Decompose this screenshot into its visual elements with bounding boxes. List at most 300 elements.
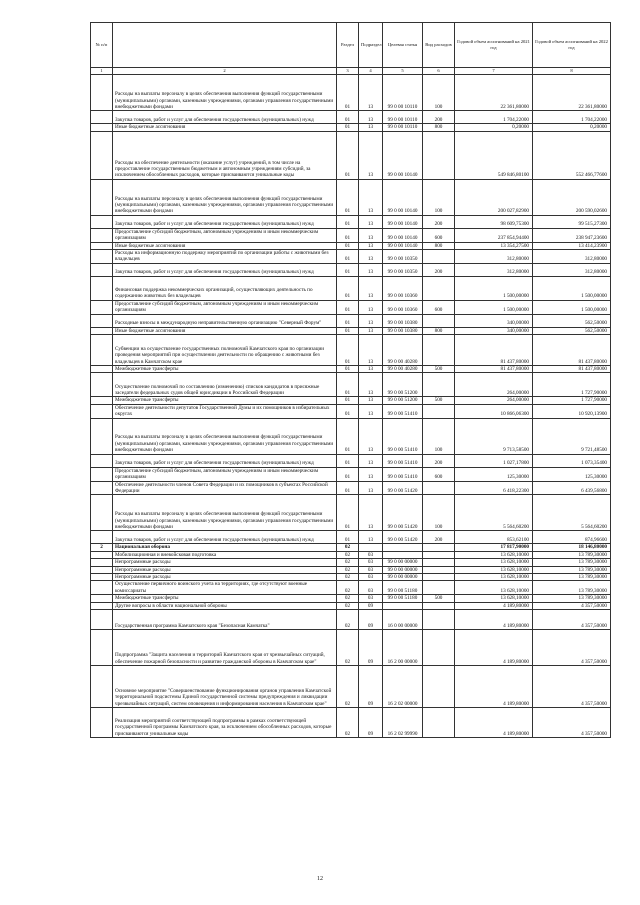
row-number: 2	[91, 544, 113, 551]
row-target-article: 16 0 00 00000	[383, 609, 423, 629]
row-target-article: 99 0 00 00000	[383, 573, 423, 580]
row-target-article: 99 0 00 40280	[383, 366, 423, 373]
row-razdel: 02	[337, 629, 359, 665]
row-number	[91, 602, 113, 609]
row-target-article: 99 0 00 00000	[383, 559, 423, 566]
row-amount-2021: 17 817,90000	[455, 544, 533, 551]
row-target-article: 99 0 00 10140	[383, 131, 423, 179]
header-number: № п/п	[91, 23, 113, 68]
row-number	[91, 131, 113, 179]
header-row	[91, 23, 611, 68]
row-number	[91, 404, 113, 418]
row-podrazdel: 13	[359, 242, 383, 249]
row-amount-2021: 4 189,80000	[455, 707, 533, 737]
row-target-article	[383, 602, 423, 609]
row-amount-2021: 853,62100	[455, 531, 533, 544]
row-name: Мобилизационная и вневойсковая подготовка	[113, 551, 337, 558]
row-amount-2022: 125,30000	[533, 467, 611, 481]
row-number	[91, 373, 113, 397]
row-target-article: 99 0 00 51180	[383, 595, 423, 602]
row-name: Расходы на обеспечение деятельности (оказание услуг) учреждений, в том числе на предоставление государственным бюджетным и автономным учреждениям субсидий, за исключением обособленных расходов, которые присваиваются уникальные коды	[113, 131, 337, 179]
row-name: Другие вопросы в области национальной обороны	[113, 602, 337, 609]
row-razdel: 01	[337, 276, 359, 300]
row-amount-2021: 81 437,80000	[455, 335, 533, 366]
row-amount-2022: 13 789,30000	[533, 551, 611, 558]
row-number	[91, 665, 113, 707]
table-row	[91, 531, 611, 544]
row-expense-type	[423, 566, 455, 573]
row-razdel: 01	[337, 335, 359, 366]
row-podrazdel: 13	[359, 404, 383, 418]
row-target-article: 99 0 00 10360	[383, 300, 423, 314]
row-razdel: 02	[337, 559, 359, 566]
table-row	[91, 609, 611, 629]
row-target-article: 99 0 00 51200	[383, 397, 423, 404]
row-amount-2021: 5 564,60200	[455, 495, 533, 531]
header-amount-2021: Годовой объем ассигнований на 2021 год	[455, 23, 533, 68]
row-amount-2022: 99 515,27300	[533, 215, 611, 228]
row-expense-type: 800	[423, 124, 455, 131]
table-row	[91, 467, 611, 481]
row-expense-type	[423, 573, 455, 580]
column-number: 7	[455, 68, 533, 75]
column-number: 2	[113, 68, 337, 75]
row-number	[91, 242, 113, 249]
row-name: Расходные взносы в международную неправительственную организацию "Северный Форум"	[113, 314, 337, 327]
row-podrazdel: 03	[359, 573, 383, 580]
table-row	[91, 111, 611, 124]
row-amount-2022: 562,50000	[533, 314, 611, 327]
table-body	[91, 68, 611, 738]
header-expense-type: Вид расходов	[423, 23, 455, 68]
row-razdel: 02	[337, 573, 359, 580]
row-razdel: 01	[337, 373, 359, 397]
row-expense-type: 200	[423, 454, 455, 467]
row-name: Государственная программа Камчатского края "Безопасная Камчатка"	[113, 609, 337, 629]
row-number	[91, 707, 113, 737]
table-row	[91, 544, 611, 551]
row-amount-2022: 18 146,80000	[533, 544, 611, 551]
row-number	[91, 551, 113, 558]
row-podrazdel: 13	[359, 335, 383, 366]
row-podrazdel: 13	[359, 467, 383, 481]
row-amount-2021: 1 027,17800	[455, 454, 533, 467]
table-row	[91, 581, 611, 595]
row-name: Непрограммные расходы	[113, 566, 337, 573]
row-amount-2021: 340,00000	[455, 327, 533, 334]
header-razdel: Раздел	[337, 23, 359, 68]
row-target-article: 16 2 02 99990	[383, 707, 423, 737]
row-podrazdel: 13	[359, 75, 383, 111]
row-amount-2021: 1 704,22000	[455, 111, 533, 124]
row-expense-type: 800	[423, 242, 455, 249]
row-amount-2022: 10 920,13900	[533, 404, 611, 418]
row-amount-2021: 549 846,80100	[455, 131, 533, 179]
row-target-article: 99 0 00 10110	[383, 111, 423, 124]
row-podrazdel: 13	[359, 397, 383, 404]
row-amount-2021: 10 866,06300	[455, 404, 533, 418]
row-expense-type: 100	[423, 418, 455, 454]
row-name: Реализация мероприятий соответствующей подпрограммы в рамках соответствующей государственной программы Камчатского края, за исключением обособленных расходов, которые присваиваются уникальные коды	[113, 707, 337, 737]
row-amount-2021: 264,00000	[455, 373, 533, 397]
table-row	[91, 131, 611, 179]
row-podrazdel: 13	[359, 366, 383, 373]
row-number	[91, 335, 113, 366]
row-amount-2022: 81 437,80000	[533, 335, 611, 366]
row-target-article: 99 0 00 51410	[383, 404, 423, 418]
page-number: 12	[317, 876, 323, 882]
row-number	[91, 228, 113, 242]
row-expense-type	[423, 544, 455, 551]
row-name: Предоставление субсидий бюджетным, автономным учреждениям и иным некоммерческим организациям	[113, 467, 337, 481]
row-expense-type: 200	[423, 263, 455, 276]
row-podrazdel: 13	[359, 215, 383, 228]
row-amount-2022: 1 704,22000	[533, 111, 611, 124]
header-target-article: Целевая статья	[383, 23, 423, 68]
table-row	[91, 179, 611, 215]
row-razdel: 02	[337, 595, 359, 602]
row-expense-type: 100	[423, 75, 455, 111]
row-podrazdel: 13	[359, 300, 383, 314]
row-name: Межбюджетные трансферты	[113, 595, 337, 602]
row-expense-type	[423, 335, 455, 366]
row-amount-2021: 4 189,80000	[455, 665, 533, 707]
column-number: 5	[383, 68, 423, 75]
row-name: Субвенции на осуществление государственных полномочий Камчатского края по организации проведения мероприятий при осуществлении деятельности по обращению с животными без владельцев в Камчатском крае	[113, 335, 337, 366]
table-row	[91, 481, 611, 495]
row-target-article	[383, 544, 423, 551]
row-number	[91, 573, 113, 580]
row-podrazdel: 09	[359, 629, 383, 665]
row-amount-2022: 81 437,80000	[533, 366, 611, 373]
row-razdel: 01	[337, 418, 359, 454]
row-name: Обеспечение деятельности членов Совета Федерации и их помощников в субъектах Российской Федерации	[113, 481, 337, 495]
row-podrazdel: 13	[359, 263, 383, 276]
row-razdel: 01	[337, 467, 359, 481]
row-name: Закупка товаров, работ и услуг для обеспечения государственных (муниципальных) нужд	[113, 215, 337, 228]
table-row	[91, 665, 611, 707]
row-name: Национальная оборона	[113, 544, 337, 551]
row-amount-2021: 13 628,10000	[455, 551, 533, 558]
row-amount-2022: 13 789,30000	[533, 581, 611, 595]
table-row	[91, 335, 611, 366]
row-name: Финансовая поддержка некоммерческих организаций, осуществляющих деятельность по содержанию животных без владельцев	[113, 276, 337, 300]
row-number	[91, 327, 113, 334]
table-row	[91, 300, 611, 314]
row-razdel: 01	[337, 215, 359, 228]
table-row	[91, 559, 611, 566]
column-number: 4	[359, 68, 383, 75]
table-row	[91, 454, 611, 467]
row-podrazdel: 13	[359, 481, 383, 495]
column-number: 8	[533, 68, 611, 75]
table-row	[91, 276, 611, 300]
row-name: Предоставление субсидий бюджетным, автономным учреждениям и иным некоммерческим организациям	[113, 228, 337, 242]
row-expense-type: 200	[423, 531, 455, 544]
row-amount-2022: 1 500,00000	[533, 300, 611, 314]
row-amount-2021: 1 500,00000	[455, 276, 533, 300]
row-podrazdel: 13	[359, 531, 383, 544]
row-target-article: 99 0 00 40280	[383, 335, 423, 366]
row-expense-type	[423, 481, 455, 495]
row-amount-2021: 312,80000	[455, 250, 533, 264]
row-number	[91, 250, 113, 264]
table-row	[91, 366, 611, 373]
row-number	[91, 75, 113, 111]
row-expense-type	[423, 314, 455, 327]
row-number	[91, 300, 113, 314]
row-razdel: 01	[337, 404, 359, 418]
row-amount-2022: 22 361,80000	[533, 75, 611, 111]
table-row	[91, 242, 611, 249]
row-podrazdel: 13	[359, 179, 383, 215]
table-row	[91, 602, 611, 609]
row-amount-2022: 13 789,30000	[533, 573, 611, 580]
row-podrazdel: 13	[359, 131, 383, 179]
row-number	[91, 495, 113, 531]
row-target-article: 99 0 00 10350	[383, 263, 423, 276]
row-amount-2022: 13 789,30000	[533, 566, 611, 573]
row-amount-2021: 4 189,80000	[455, 629, 533, 665]
row-name: Иные бюджетные ассигнования	[113, 327, 337, 334]
table-row	[91, 373, 611, 397]
row-podrazdel: 13	[359, 373, 383, 397]
row-amount-2021: 9 713,58500	[455, 418, 533, 454]
row-podrazdel: 09	[359, 602, 383, 609]
table-row	[91, 573, 611, 580]
row-amount-2021: 22 361,80000	[455, 75, 533, 111]
row-name: Непрограммные расходы	[113, 573, 337, 580]
row-podrazdel: 09	[359, 609, 383, 629]
row-razdel: 01	[337, 481, 359, 495]
row-amount-2022: 1 500,00000	[533, 276, 611, 300]
row-razdel: 01	[337, 124, 359, 131]
row-target-article: 16 2 02 00000	[383, 665, 423, 707]
table-row	[91, 566, 611, 573]
row-target-article: 99 0 00 10110	[383, 75, 423, 111]
row-podrazdel: 13	[359, 124, 383, 131]
row-amount-2022: 1 073,35400	[533, 454, 611, 467]
row-podrazdel: 03	[359, 566, 383, 573]
row-number	[91, 397, 113, 404]
row-number	[91, 629, 113, 665]
row-number	[91, 124, 113, 131]
row-target-article: 99 0 00 51410	[383, 418, 423, 454]
row-expense-type	[423, 665, 455, 707]
row-podrazdel: 03	[359, 581, 383, 595]
row-name: Непрограммные расходы	[113, 559, 337, 566]
row-expense-type	[423, 276, 455, 300]
row-amount-2021: 4 189,80000	[455, 609, 533, 629]
row-podrazdel	[359, 544, 383, 551]
row-razdel: 01	[337, 131, 359, 179]
table-row	[91, 404, 611, 418]
table-row	[91, 418, 611, 454]
row-target-article: 99 0 00 10350	[383, 250, 423, 264]
row-amount-2022: 4 357,50000	[533, 629, 611, 665]
row-podrazdel: 13	[359, 250, 383, 264]
row-podrazdel: 13	[359, 228, 383, 242]
row-expense-type: 100	[423, 179, 455, 215]
row-razdel: 01	[337, 242, 359, 249]
row-razdel: 01	[337, 314, 359, 327]
table-row	[91, 215, 611, 228]
row-target-article: 99 0 00 10380	[383, 314, 423, 327]
table-row	[91, 314, 611, 327]
row-expense-type: 200	[423, 215, 455, 228]
budget-table	[90, 22, 611, 738]
row-amount-2021: 1 500,00000	[455, 300, 533, 314]
row-name: Осуществление полномочий по составлению (изменению) списков кандидатов в присяжные заседатели федеральных судов общей юрисдикции в Российской Федерации	[113, 373, 337, 397]
row-razdel: 01	[337, 397, 359, 404]
row-amount-2022: 0,20000	[533, 124, 611, 131]
document-page	[90, 22, 610, 738]
row-name: Расходы на выплаты персоналу в целях обеспечения выполнения функций государственными (муниципальными) органами, казенными учреждениями, органами управления государственными внебюджетными фондами	[113, 179, 337, 215]
row-number	[91, 111, 113, 124]
row-razdel: 01	[337, 366, 359, 373]
table-row	[91, 551, 611, 558]
row-amount-2021: 264,00000	[455, 397, 533, 404]
row-amount-2022: 6 439,56800	[533, 481, 611, 495]
row-amount-2021: 125,30000	[455, 467, 533, 481]
row-razdel: 02	[337, 566, 359, 573]
row-razdel: 01	[337, 300, 359, 314]
table-row	[91, 397, 611, 404]
row-podrazdel: 09	[359, 707, 383, 737]
row-razdel: 02	[337, 551, 359, 558]
row-amount-2022: 312,80000	[533, 250, 611, 264]
row-podrazdel: 09	[359, 665, 383, 707]
row-number	[91, 276, 113, 300]
row-amount-2021: 237 854,94400	[455, 228, 533, 242]
row-number	[91, 467, 113, 481]
row-target-article: 99 0 00 10110	[383, 124, 423, 131]
row-number	[91, 314, 113, 327]
row-podrazdel: 13	[359, 111, 383, 124]
row-podrazdel: 13	[359, 495, 383, 531]
column-number: 3	[337, 68, 359, 75]
column-number: 6	[423, 68, 455, 75]
row-target-article: 99 0 00 51410	[383, 467, 423, 481]
row-target-article: 99 0 00 51180	[383, 581, 423, 595]
row-target-article: 99 0 00 51420	[383, 495, 423, 531]
row-expense-type: 800	[423, 327, 455, 334]
row-razdel: 02	[337, 581, 359, 595]
row-target-article: 16 2 00 00000	[383, 629, 423, 665]
row-target-article: 99 0 00 51410	[383, 454, 423, 467]
row-amount-2022: 4 357,50000	[533, 707, 611, 737]
row-name: Предоставление субсидий бюджетным, автономным учреждениям и иным некоммерческим организациям	[113, 300, 337, 314]
row-number	[91, 559, 113, 566]
column-number-row	[91, 68, 611, 75]
header-name	[113, 23, 337, 68]
row-target-article	[383, 551, 423, 558]
row-amount-2022: 312,80000	[533, 263, 611, 276]
row-amount-2022: 13 414,23900	[533, 242, 611, 249]
row-expense-type: 500	[423, 595, 455, 602]
row-number	[91, 481, 113, 495]
row-number	[91, 609, 113, 629]
row-number	[91, 595, 113, 602]
row-razdel: 01	[337, 228, 359, 242]
row-amount-2022: 200 590,02600	[533, 179, 611, 215]
row-razdel: 01	[337, 531, 359, 544]
row-name: Расходы на выплаты персоналу в целях обеспечения выполнения функций государственными (муниципальными) органами, казенными учреждениями, органами управления государственными внебюджетными фондами	[113, 75, 337, 111]
header-amount-2022: Годовой объем ассигнований на 2022 год	[533, 23, 611, 68]
row-number	[91, 454, 113, 467]
row-name: Основное мероприятие "Совершенствование функционирования органов управления Камчатской территориальной подсистемы Единой государственной системы предупреждения и ликвидации чрезвычайных ситуаций, систем оповещения и информирования населения в Камчатском крае"	[113, 665, 337, 707]
table-row	[91, 124, 611, 131]
row-target-article: 99 0 00 10360	[383, 276, 423, 300]
row-expense-type	[423, 131, 455, 179]
row-razdel: 02	[337, 665, 359, 707]
row-expense-type: 500	[423, 397, 455, 404]
row-amount-2021: 98 609,75300	[455, 215, 533, 228]
row-target-article: 99 0 00 10140	[383, 242, 423, 249]
row-expense-type: 100	[423, 495, 455, 531]
row-target-article: 99 0 00 51420	[383, 481, 423, 495]
row-razdel: 02	[337, 602, 359, 609]
row-name: Закупка товаров, работ и услуг для обеспечения государственных (муниципальных) нужд	[113, 454, 337, 467]
row-amount-2021: 13 628,10000	[455, 559, 533, 566]
row-podrazdel: 13	[359, 314, 383, 327]
row-amount-2022: 1 727,90000	[533, 397, 611, 404]
row-amount-2021: 13 628,10000	[455, 595, 533, 602]
row-target-article: 99 0 00 51200	[383, 373, 423, 397]
row-amount-2021: 13 628,10000	[455, 566, 533, 573]
row-expense-type: 500	[423, 366, 455, 373]
row-amount-2022: 13 789,30000	[533, 595, 611, 602]
row-expense-type	[423, 404, 455, 418]
row-expense-type: 600	[423, 300, 455, 314]
row-amount-2022: 1 727,90000	[533, 373, 611, 397]
row-number	[91, 581, 113, 595]
row-razdel: 01	[337, 263, 359, 276]
row-expense-type	[423, 629, 455, 665]
column-number: 1	[91, 68, 113, 75]
row-amount-2022: 552 466,77600	[533, 131, 611, 179]
row-amount-2022: 238 947,23600	[533, 228, 611, 242]
row-expense-type: 200	[423, 111, 455, 124]
row-name: Осуществление первичного воинского учета на территориях, где отсутствуют военные комиссариаты	[113, 581, 337, 595]
row-amount-2022: 874,96600	[533, 531, 611, 544]
row-podrazdel: 03	[359, 551, 383, 558]
table-row	[91, 228, 611, 242]
row-amount-2021: 13 628,10000	[455, 581, 533, 595]
row-razdel: 02	[337, 609, 359, 629]
table-row	[91, 327, 611, 334]
row-amount-2022: 4 357,50000	[533, 602, 611, 609]
row-target-article: 99 0 00 51420	[383, 531, 423, 544]
row-amount-2021: 0,20000	[455, 124, 533, 131]
row-razdel: 01	[337, 179, 359, 215]
row-amount-2021: 312,80000	[455, 263, 533, 276]
row-razdel: 01	[337, 111, 359, 124]
row-name: Расходы на выплаты персоналу в целях обеспечения выполнения функций государственными (муниципальными) органами, казенными учреждениями, органами управления государственными внебюджетными фондами	[113, 418, 337, 454]
table-row	[91, 495, 611, 531]
row-expense-type	[423, 559, 455, 566]
row-number	[91, 531, 113, 544]
row-amount-2022: 5 564,60200	[533, 495, 611, 531]
row-amount-2022: 4 357,50000	[533, 665, 611, 707]
row-number	[91, 366, 113, 373]
row-expense-type	[423, 581, 455, 595]
row-expense-type	[423, 551, 455, 558]
table-row	[91, 263, 611, 276]
row-target-article: 99 0 00 10140	[383, 215, 423, 228]
row-expense-type: 600	[423, 228, 455, 242]
row-amount-2022: 4 357,50000	[533, 609, 611, 629]
